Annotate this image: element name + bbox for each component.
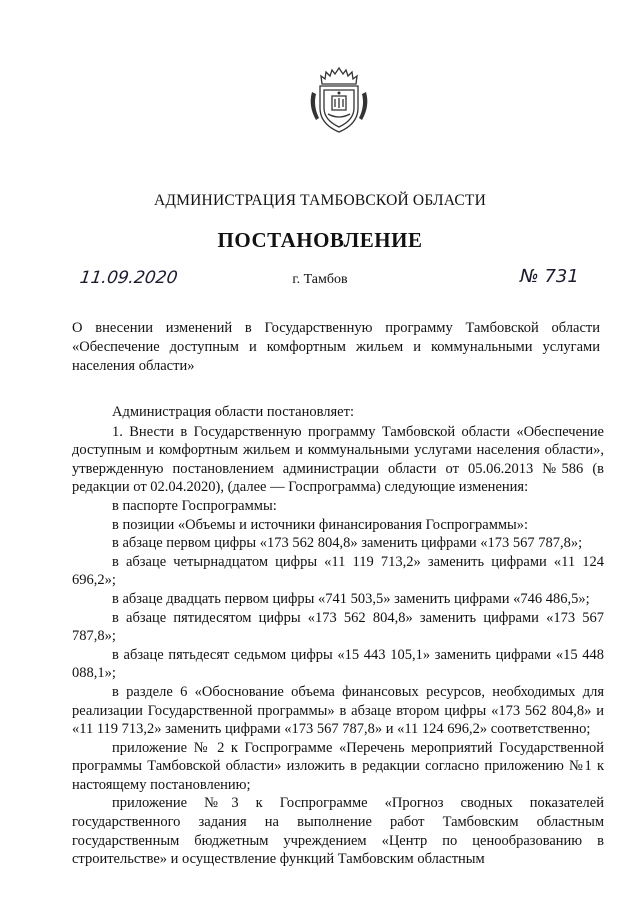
body-paragraph: в абзаце четырнадцатом цифры «11 119 713,2» заменить цифрами «11 124 696,2»; <box>72 553 604 589</box>
document-subject: О внесении изменений в Государственную программу Тамбовской области «Обеспечение доступным и комфортным жильем и коммунальными услугами населения области» <box>72 320 600 374</box>
body-paragraph: 1. Внести в Государственную программу Тамбовской области «Обеспечение доступным и комфортным жильем и коммунальными услугами населения области», утвержденную постановлением администрации области от 05.06.2013 №586 (в редакции от 02.04.2020), (далее — Госпрограмма) следующие изменения: <box>72 423 604 496</box>
body-paragraph: в разделе 6 «Обоснование объема финансовых ресурсов, необходимых для реализации Государственной программы» в абзаце втором цифры «173 562 804,8» и «11 119 713,2» заменить цифрами «173 567 787,8» и «11 124 696,2» соответственно; <box>72 683 604 738</box>
body-paragraph: в паспорте Госпрограммы: <box>112 497 277 514</box>
body-paragraph: в абзаце двадцать первом цифры «741 503,5» заменить цифрами «746 486,5»; <box>112 590 590 607</box>
body-intro: Администрация области постановляет: <box>112 404 354 420</box>
body-paragraph: в абзаце пятидесятом цифры «173 562 804,8» заменить цифрами «173 567 787,8»; <box>72 609 604 645</box>
document-body <box>72 403 604 869</box>
body-paragraph: приложение № 2 к Госпрограмме «Перечень мероприятий Государственной программы Тамбовской области» изложить в редакции согласно приложению №1 к настоящему постановлению; <box>72 739 604 793</box>
coat-of-arms-icon <box>302 62 376 136</box>
organization-name: АДМИНИСТРАЦИЯ ТАМБОВСКОЙ ОБЛАСТИ <box>154 192 486 209</box>
document-date: 11.09.2020 <box>78 268 179 288</box>
body-paragraph: в позиции «Объемы и источники финансирования Госпрограммы»: <box>112 516 529 533</box>
document-number: № 731 <box>520 266 579 287</box>
body-paragraph: в абзаце пятьдесят седьмом цифры «15 443 105,1» заменить цифрами «15 448 088,1»; <box>72 646 604 682</box>
body-paragraph: в абзаце первом цифры «173 562 804,8» заменить цифрами «173 567 787,8»; <box>112 535 583 552</box>
document-type: ПОСТАНОВЛЕНИЕ <box>217 228 423 252</box>
document-city: г. Тамбов <box>292 272 348 287</box>
body-paragraph: приложение №3 к Госпрограмме «Прогноз сводных показателей государственного задания на выполнение работ Тамбовским областным государственным бюджетным учреждением «Центр по ценообразованию в строительстве» и осуществление функций Тамбовским областным <box>72 795 604 868</box>
